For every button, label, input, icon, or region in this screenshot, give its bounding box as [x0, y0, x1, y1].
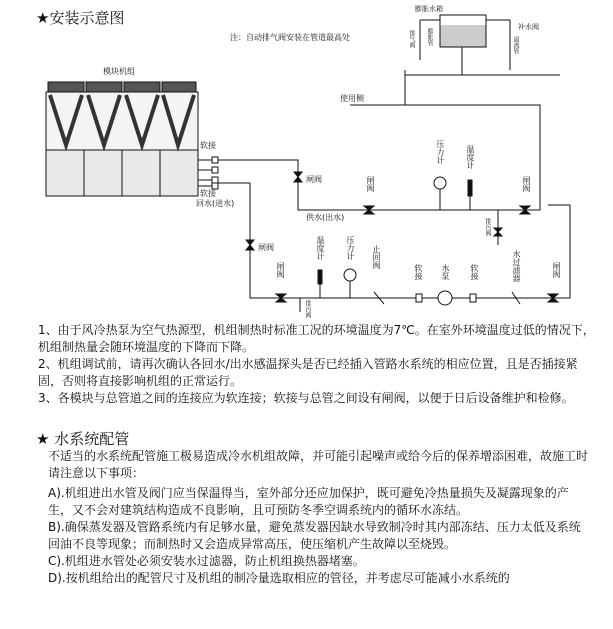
piping-block: [48, 448, 588, 587]
notes-block: [38, 322, 598, 407]
label-expansion-pipe: 膨胀管: [426, 28, 433, 46]
label-supply-water: 供水(出水): [306, 213, 345, 222]
label-gate-valve-1: 闸阀: [306, 175, 322, 184]
label-pressure-gauge-1: 压力计: [436, 140, 445, 164]
section-title-install: ★安装示意图: [36, 9, 125, 27]
label-drain-valve-2: 排污阀: [304, 300, 311, 318]
label-overflow: 溢流管: [512, 36, 519, 54]
label-return-water: 回水(进水): [196, 199, 235, 208]
label-thermometer-1: 温度计: [466, 145, 475, 169]
label-expansion-tank: 膨胀水箱: [415, 5, 443, 13]
piping-item-c: C).机组进水管处必须安装水过滤器，防止机组换热器堵塞。: [48, 554, 365, 568]
label-drain-valve-1: 排污阀: [484, 218, 491, 236]
label-makeup-valve: 补水阀: [518, 23, 539, 31]
label-gate-valve-4: 闸阀: [522, 176, 531, 192]
label-gate-valve-3: 闸阀: [366, 176, 375, 192]
note-2: 2、机组调试前，请再次确认各回水/出水感温探头是否已经插入管路水系统的相应位置，且是否插接紧固，否则将直接影响机组的正常运行。: [38, 357, 578, 388]
label-pressure-gauge-2: 压力计: [346, 236, 355, 260]
label-exhaust-valve: 排气阀: [408, 30, 415, 48]
piping-item-b: B).确保蒸发器及管路系统内有足够水量，避免蒸发器因缺水导致制冷时其内部冻结、压力太低及系统回油不良等现象；而制热时又会造成异常高压，使压缩机产生故障以至烧毁。: [48, 520, 581, 551]
label-gate-valve-2: 闸阀: [258, 243, 274, 252]
piping-item-d: D).按机组给出的配管尺寸及机组的制冷量选取相应的管径，并考虑尽可能减小水系统的: [48, 571, 510, 585]
piping-intro: 不适当的水系统配管施工极易造成冷水机组故障，并可能引起噪声或给今后的保养增添困难，故施工时请注意以下事项：: [48, 449, 589, 480]
label-user-side: 使用侧: [340, 94, 364, 103]
label-module: 模块机组: [103, 67, 135, 76]
label-gate-valve-5: 闸阀: [276, 262, 285, 278]
label-soft-1: 软接: [414, 264, 423, 280]
piping-item-a: A).机组进出水管及阀门应当保温得当，室外部分还应加保护，既可避免冷热量损失及凝露现象的产生，又不会对建筑结构造成不良影响，且可预防冬季空调系统内的循环水冻结。: [48, 486, 569, 517]
label-filter: 水过滤器: [512, 250, 521, 282]
label-pump: 水泵: [441, 264, 450, 280]
module-unit: [46, 82, 198, 196]
label-thermometer-2: 温度计: [316, 236, 325, 260]
label-soft-2: 软接: [470, 264, 479, 280]
note-1: 1、由于风冷热泵为空气热源型，机组制热时标准工况的环境温度为7℃。在室外环境温度过低的情况下，机组制热量会随环境温度的下降而下降。: [38, 323, 595, 354]
label-soft-joint-2: 软接: [200, 189, 216, 198]
section-title-piping: ★ 水系统配管: [36, 430, 130, 448]
label-check-valve: 止回阀: [372, 245, 381, 269]
note-3: 3、各模块与总管道之间的连接应为软连接；软接与总管之间设有闸阀，以便于日后设备维护和检修。: [38, 391, 574, 405]
label-gate-valve-6: 闸阀: [552, 262, 561, 278]
note-exhaust: 注：自动排气阀安装在管道最高处: [230, 33, 350, 42]
label-soft-joint-1: 软接: [200, 141, 216, 150]
